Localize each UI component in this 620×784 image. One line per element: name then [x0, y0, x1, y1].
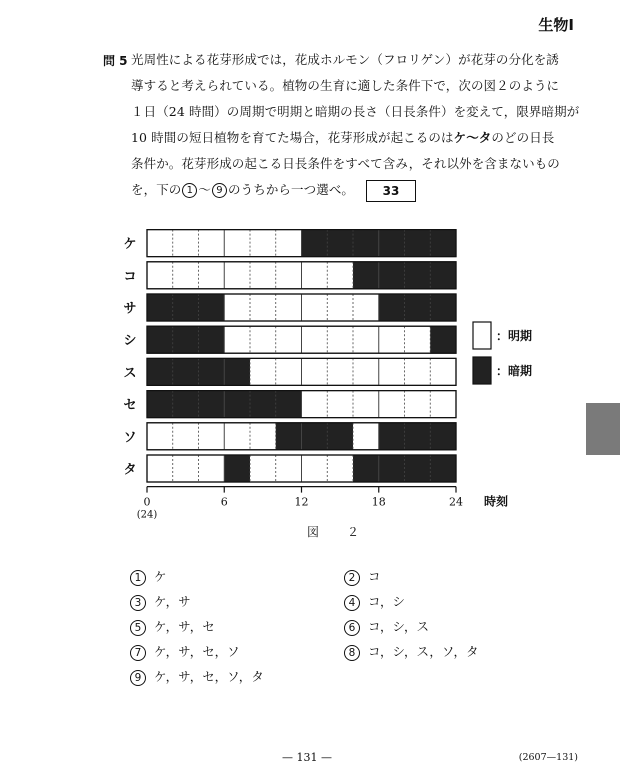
- choice-text: コ，シ，ス: [368, 619, 430, 634]
- row-label-6: セ: [123, 398, 137, 414]
- legend-label-1: ：明期: [496, 329, 533, 343]
- choice-number-circle: 1: [130, 570, 146, 586]
- question-line-1: 光周性による花芽形成では，花成ホルモン（フロリゲン）が花芽の分化を誘: [131, 52, 559, 67]
- choice-6[interactable]: [343, 617, 429, 637]
- page-number: — 131 —: [282, 751, 332, 764]
- choice-text: ケ: [154, 569, 167, 584]
- answer-number-box: 33: [366, 180, 416, 202]
- x-tick-label: 0: [143, 495, 151, 509]
- row-label-5: ス: [123, 365, 137, 381]
- x-tick-label: 24: [449, 495, 463, 509]
- question-range-bold: ケ〜タ: [453, 130, 492, 145]
- choice-number-circle: 8: [344, 645, 360, 661]
- row-label-1: ケ: [123, 237, 137, 253]
- figure-caption: 図 ２: [306, 525, 368, 539]
- legend-swatch-2: [473, 357, 491, 384]
- choice-number-circle: 3: [130, 595, 146, 611]
- x-axis-label: 時刻: [484, 494, 509, 509]
- legend-swatch-1: [473, 322, 491, 349]
- question-range-tilde: 〜: [198, 182, 212, 197]
- choice-9[interactable]: [129, 667, 264, 687]
- legend-label-2: ：暗期: [496, 364, 533, 378]
- question-number: 問 5: [103, 54, 128, 68]
- dark-period-bar: [147, 294, 224, 321]
- choice-number-circle: 9: [130, 670, 146, 686]
- side-index-tab: [586, 403, 620, 455]
- question-line-5: 条件か。花芽形成の起こる日長条件をすべて含み，それ以外を含まないもの: [131, 156, 560, 171]
- choice-text: コ: [368, 569, 381, 584]
- question-line-4-start: 10 時間の短日植物を育てた場合，花芽形成が起こるのは: [131, 130, 454, 145]
- choice-number-circle: 6: [344, 620, 360, 636]
- choice-8[interactable]: [343, 642, 479, 662]
- page-code: (2607—131): [518, 752, 578, 763]
- choice-2[interactable]: [343, 567, 381, 587]
- dark-period-bar: [224, 455, 250, 482]
- row-label-3: サ: [123, 301, 137, 317]
- x-tick-label: 6: [220, 495, 228, 509]
- dark-period-bar: [379, 294, 456, 321]
- choice-3[interactable]: [129, 592, 191, 612]
- choice-text: コ，シ，ス，ソ，タ: [368, 644, 479, 659]
- choice-7[interactable]: [129, 642, 240, 662]
- row-label-4: シ: [123, 333, 137, 349]
- choice-end-circle: 9: [212, 183, 227, 198]
- dark-period-bar: [430, 326, 456, 353]
- x-start-sublabel: (24): [136, 509, 158, 521]
- choice-5[interactable]: [129, 617, 215, 637]
- question-line-3: １日（24 時間）の周期で明期と暗期の長さ（日長条件）を変えて，限界暗期が: [131, 104, 580, 119]
- choice-text: ケ，サ，セ，ソ: [154, 644, 240, 659]
- x-tick-label: 12: [294, 495, 309, 509]
- dark-period-bar: [276, 423, 353, 450]
- question-line-6-end: のうちから一つ選べ。: [228, 182, 355, 197]
- choice-text: コ，シ: [368, 594, 406, 609]
- x-tick-label: 18: [371, 495, 386, 509]
- row-label-7: ソ: [123, 430, 137, 446]
- dark-period-bar: [379, 423, 456, 450]
- choice-number-circle: 5: [130, 620, 146, 636]
- question-line-4-end: のどの日長: [491, 130, 555, 145]
- choice-text: ケ，サ，セ，ソ，タ: [154, 669, 264, 684]
- choice-1[interactable]: [129, 567, 167, 587]
- choice-start-circle: 1: [182, 183, 197, 198]
- question-line-2: 導すると考えられている。植物の生育に適した条件下で，次の図２のように: [131, 78, 560, 93]
- choice-4[interactable]: [343, 592, 405, 612]
- row-label-8: タ: [123, 462, 137, 478]
- choice-number-circle: 7: [130, 645, 146, 661]
- choice-number-circle: 4: [344, 595, 360, 611]
- dark-period-bar: [147, 326, 224, 353]
- subject-header: 生物Ⅰ: [538, 16, 574, 34]
- choice-number-circle: 2: [344, 570, 360, 586]
- choice-text: ケ，サ: [154, 594, 191, 609]
- row-label-2: コ: [123, 269, 137, 285]
- question-line-6-start: を，下の: [131, 182, 182, 197]
- choice-text: ケ，サ，セ: [154, 619, 215, 634]
